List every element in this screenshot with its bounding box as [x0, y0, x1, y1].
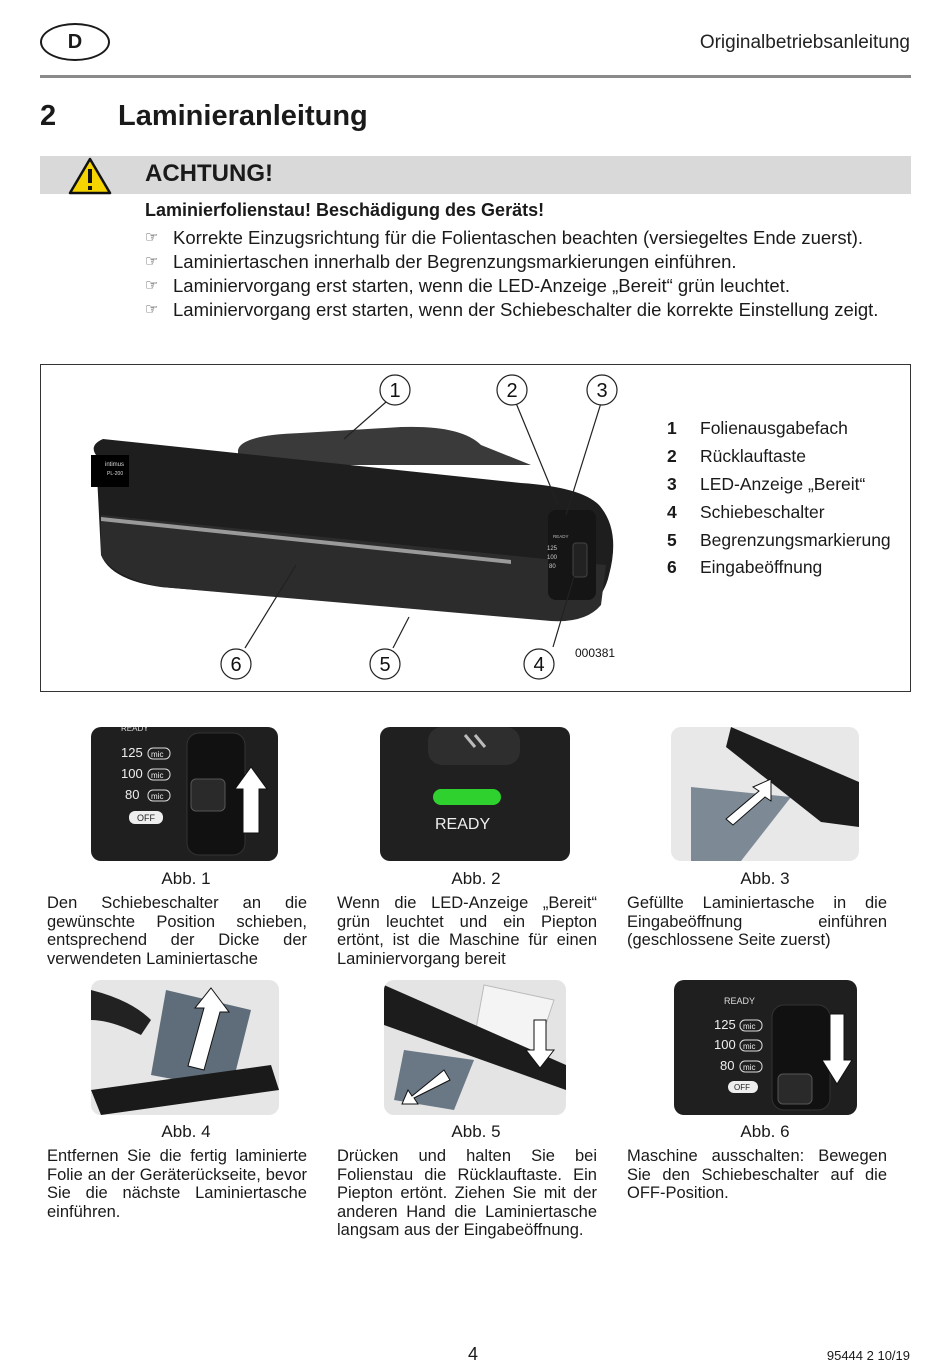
device-setting-125: 125	[547, 546, 558, 552]
warning-subtitle: Laminierfolienstau! Beschädigung des Geräts!	[145, 200, 545, 220]
document-code: 95444 2 10/19	[826, 1348, 910, 1363]
caption-step-6: Abb. 6	[740, 1122, 790, 1141]
section-title: Laminieranleitung	[118, 100, 368, 132]
description-step-5: Drücken und halten Sie bei Folienstau die Rücklauftaste. Ein Piepton ertönt. Ziehen Sie mit der anderen Hand die Laminiertasche langsam aus der Eingabeöffnung.	[337, 1147, 597, 1240]
warning-item: ☞ Laminiertaschen innerhalb der Begrenzungsmarkierungen einführen.	[145, 251, 737, 272]
legend-item: 2 Rücklauftaste	[667, 446, 807, 467]
caption-step-5: Abb. 5	[451, 1122, 501, 1141]
warning-item: ☞ Laminiervorgang erst starten, wenn die LED-Anzeige „Bereit“ grün leuchtet.	[145, 275, 790, 296]
figure-image-code: 000381	[575, 646, 616, 660]
svg-text:mic: mic	[743, 1022, 756, 1031]
language-badge	[40, 23, 110, 61]
photo-step-2	[380, 727, 570, 861]
callout-6: 6	[230, 654, 242, 676]
legend-item: 3 LED-Anzeige „Bereit“	[667, 473, 866, 494]
caption-step-3: Abb. 3	[740, 869, 790, 888]
setting-100-label: 100	[714, 1037, 736, 1052]
caption-step-1: Abb. 1	[161, 869, 211, 888]
photo-step-6	[674, 980, 857, 1115]
device-model-label: PL-200	[107, 471, 124, 477]
off-label: OFF	[734, 1083, 750, 1092]
caption-step-2: Abb. 2	[451, 869, 501, 888]
callout-3: 3	[596, 380, 608, 402]
header-title: Originalbetriebsanleitung	[699, 32, 910, 53]
warning-triangle-icon	[68, 157, 112, 195]
setting-125-label: 125	[121, 745, 143, 760]
callout-1: 1	[389, 380, 401, 402]
description-step-2: Wenn die LED-Anzeige „Bereit“ grün leuchtet und ein Piepton ertönt, ist die Maschine für einen Laminiervorgang bereit	[337, 894, 597, 968]
device-ready-label: READY	[553, 534, 569, 539]
ready-label: READY	[724, 996, 756, 1006]
pointing-hand-icon: ☞	[145, 301, 159, 318]
ready-label: READY	[435, 816, 491, 833]
setting-80-label: 80	[125, 787, 140, 802]
setting-100-label: 100	[121, 766, 143, 781]
section-number: 2	[40, 100, 57, 132]
off-label: OFF	[137, 813, 155, 823]
warning-item: ☞ Laminiervorgang erst starten, wenn der Schiebeschalter die korrekte Einstellung zeigt.	[145, 299, 879, 320]
photo-step-4	[91, 980, 279, 1115]
svg-text:mic: mic	[743, 1042, 756, 1051]
svg-text:mic: mic	[151, 792, 164, 801]
warning-list	[145, 226, 878, 322]
photo-step-1	[91, 727, 278, 861]
warning-item: ☞ Korrekte Einzugsrichtung für die Folientaschen beachten (versiegeltes Ende zuerst).	[145, 227, 864, 248]
pointing-hand-icon: ☞	[145, 277, 159, 294]
ready-label: READY	[121, 727, 149, 733]
figure-legend	[667, 415, 891, 582]
language-code: D	[67, 30, 83, 53]
setting-125-label: 125	[714, 1017, 736, 1032]
description-step-1: Den Schiebeschalter an die gewünschte Position schieben, entsprechend der Dicke der verwendeten Laminiertasche	[47, 894, 307, 968]
photo-step-3	[671, 727, 859, 861]
pointing-hand-icon: ☞	[145, 229, 159, 246]
svg-text:mic: mic	[151, 750, 164, 759]
description-step-4: Entfernen Sie die fertig laminierte Folie an der Geräterückseite, bevor Sie die nächste Laminiertasche einführen.	[47, 1147, 307, 1221]
photo-step-5	[384, 980, 566, 1115]
device-brand-label: intimus	[105, 462, 125, 468]
callout-2: 2	[506, 380, 518, 402]
led-ready-indicator	[433, 789, 501, 805]
legend-item: 1 Folienausgabefach	[667, 418, 848, 439]
svg-text:mic: mic	[743, 1063, 756, 1072]
svg-text:mic: mic	[151, 771, 164, 780]
header-divider	[40, 75, 911, 78]
setting-80-label: 80	[720, 1058, 735, 1073]
caption-step-4: Abb. 4	[161, 1122, 211, 1141]
device-setting-100: 100	[547, 555, 558, 561]
warning-title: ACHTUNG!	[145, 160, 273, 187]
description-step-6: Maschine ausschalten: Bewegen Sie den Schiebeschalter auf die OFF-Position.	[627, 1147, 887, 1203]
callout-4: 4	[533, 654, 545, 676]
legend-item: 5 Begrenzungsmarkierung	[667, 529, 891, 550]
description-step-3: Gefüllte Laminiertasche in die Eingabeöffnung einführen (geschlossene Seite zuerst)	[627, 894, 887, 950]
page-number: 4	[468, 1344, 479, 1364]
pointing-hand-icon: ☞	[145, 253, 159, 270]
device-setting-80: 80	[549, 564, 556, 570]
legend-item: 6 Eingabeöffnung	[667, 557, 823, 578]
callout-5: 5	[379, 654, 391, 676]
legend-item: 4 Schiebeschalter	[667, 501, 825, 522]
